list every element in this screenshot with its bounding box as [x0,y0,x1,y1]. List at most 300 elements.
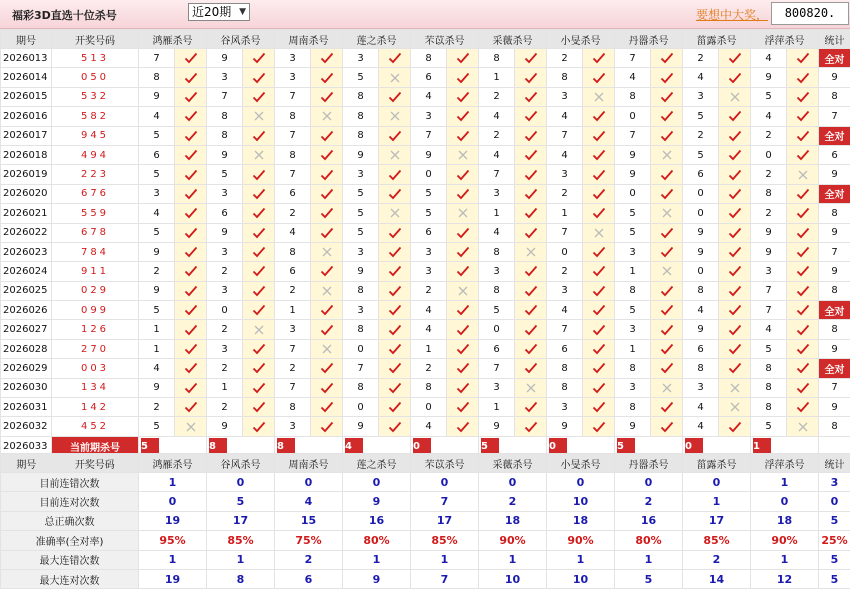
draw-number-cell: 134 [52,378,139,397]
check-icon [320,91,334,103]
current-kill-number: 8 [277,438,295,455]
stat-cell: 全对 [819,301,850,320]
kill-number-cell: 4 [547,301,583,320]
result-correct [515,184,547,203]
kill-number-cell: 7 [411,126,447,145]
result-correct [379,417,411,436]
result-wrong [583,87,615,106]
result-correct [787,145,819,164]
result-correct [175,320,207,339]
result-wrong [243,145,275,164]
result-correct [243,165,275,184]
kill-number-cell: 2 [275,281,311,300]
kill-number-cell: 8 [139,68,175,87]
result-correct [515,49,547,68]
result-correct [175,165,207,184]
check-icon [524,169,538,181]
check-icon [320,188,334,200]
check-icon [728,130,742,142]
check-icon [388,188,402,200]
check-icon [252,401,266,413]
result-correct [243,262,275,281]
check-icon [796,304,810,316]
stats-row [1,492,850,511]
kill-number-cell: 8 [343,126,379,145]
result-correct [243,359,275,378]
stat-cell: 9 [819,223,850,242]
check-icon [456,91,470,103]
check-icon [592,149,606,161]
kill-number-cell: 1 [479,68,515,87]
check-icon [456,246,470,258]
kill-number-cell: 3 [547,281,583,300]
check-icon [184,382,198,394]
kill-number-cell: 3 [343,301,379,320]
draw-number-cell: 452 [52,417,139,436]
result-correct [311,223,343,242]
result-correct [379,320,411,339]
check-icon [660,91,674,103]
check-icon [796,188,810,200]
result-correct [447,359,479,378]
result-correct [719,49,751,68]
period-cell: 2026027 [1,320,52,339]
check-icon [184,324,198,336]
check-icon [524,227,538,239]
result-correct [243,184,275,203]
result-correct [379,281,411,300]
cross-icon [320,110,334,122]
stats-value: 0 [751,492,819,511]
kill-number-cell: 3 [683,378,719,397]
result-correct [651,320,683,339]
check-icon [796,207,810,219]
result-correct [243,301,275,320]
stats-value: 7 [411,492,479,511]
stats-value: 5 [819,550,850,569]
result-wrong [243,107,275,126]
period-cell: 2026022 [1,223,52,242]
check-icon [456,343,470,355]
kill-number-cell: 9 [615,145,651,164]
result-correct [787,398,819,417]
kill-number-cell: 4 [275,223,311,242]
check-icon [524,188,538,200]
column-header: 菑露杀号 [683,30,751,49]
kill-number-cell: 3 [751,262,787,281]
kill-number-cell: 3 [207,281,243,300]
check-icon [592,130,606,142]
kill-number-cell: 2 [207,262,243,281]
kill-number-cell: 2 [139,398,175,417]
kill-number-cell: 9 [683,242,719,261]
check-icon [728,52,742,64]
check-icon [796,72,810,84]
check-icon [320,382,334,394]
stats-value: 2 [275,550,343,569]
result-correct [311,204,343,223]
check-icon [728,149,742,161]
kill-number-cell: 7 [547,126,583,145]
check-icon [524,91,538,103]
result-wrong [651,262,683,281]
kill-number-cell: 5 [615,301,651,320]
column-header: 期号 [1,30,52,49]
column-header: 采薇杀号 [479,454,547,473]
result-correct [787,262,819,281]
kill-number-cell: 2 [207,359,243,378]
kill-number-cell: 5 [411,184,447,203]
check-icon [524,149,538,161]
cross-icon [320,285,334,297]
table-row [1,49,850,68]
stats-value: 90% [751,531,819,550]
check-icon [456,401,470,413]
check-icon [388,285,402,297]
stats-value: 2 [683,550,751,569]
check-icon [660,227,674,239]
check-icon [524,110,538,122]
check-icon [456,130,470,142]
top-bar [0,0,850,29]
result-wrong [311,339,343,358]
kill-number-cell: 1 [479,204,515,223]
kill-number-cell: 3 [139,184,175,203]
kill-number-cell: 8 [343,378,379,397]
result-correct [583,68,615,87]
result-correct [379,339,411,358]
column-header: 丹嚣杀号 [615,454,683,473]
cross-icon [388,207,402,219]
kill-number-cell: 2 [207,398,243,417]
result-correct [515,417,547,436]
check-icon [660,304,674,316]
check-icon [728,188,742,200]
stats-value: 80% [343,531,411,550]
kill-number-cell: 3 [479,262,515,281]
result-correct [447,126,479,145]
check-icon [592,265,606,277]
stats-value: 10 [547,492,615,511]
check-icon [252,207,266,219]
promo-link[interactable]: 要想中大奖， [696,8,769,22]
kill-number-cell: 3 [547,87,583,106]
stats-value: 0 [479,473,547,492]
kill-number-cell: 2 [547,262,583,281]
draw-number-cell: 582 [52,107,139,126]
stat-cell: 全对 [819,184,850,203]
result-correct [379,223,411,242]
stats-value: 95% [139,531,207,550]
cross-icon [660,149,674,161]
stats-label: 最大连错次数 [1,550,139,569]
check-icon [456,362,470,374]
result-correct [447,49,479,68]
stats-header-label [1,454,139,473]
result-correct [175,87,207,106]
kill-number-cell: 5 [139,301,175,320]
kill-number-cell: 6 [411,68,447,87]
stats-value: 12 [751,569,819,588]
kill-number-cell: 3 [275,68,311,87]
column-header: 谷风杀号 [207,30,275,49]
kill-number-cell: 7 [547,223,583,242]
column-header: 统计 [819,454,850,473]
result-correct [175,126,207,145]
check-icon [796,91,810,103]
stat-cell: 8 [819,87,850,106]
stat-cell: 全对 [819,126,850,145]
result-correct [515,320,547,339]
check-icon [728,304,742,316]
check-icon [728,246,742,258]
check-icon [320,362,334,374]
draw-number-cell: 494 [52,145,139,164]
result-correct [583,126,615,145]
kill-number-cell: 9 [343,145,379,164]
kill-number-cell: 3 [547,398,583,417]
result-wrong [243,320,275,339]
check-icon [592,110,606,122]
draw-number-cell: 003 [52,359,139,378]
kill-number-cell: 1 [411,339,447,358]
check-icon [252,362,266,374]
kill-number-cell: 5 [343,68,379,87]
kill-number-cell: 9 [343,262,379,281]
stats-value: 16 [343,511,411,530]
check-icon [388,362,402,374]
kill-number-cell: 0 [479,320,515,339]
result-correct [175,281,207,300]
table-row [1,223,850,242]
result-correct [515,204,547,223]
result-correct [379,87,411,106]
result-wrong [379,145,411,164]
check-icon [660,343,674,355]
result-correct [311,359,343,378]
kill-number-cell: 7 [615,126,651,145]
check-icon [388,421,402,433]
result-correct [787,242,819,261]
result-correct [719,107,751,126]
stats-value: 8 [207,569,275,588]
result-correct [787,378,819,397]
kill-number-cell: 5 [751,417,787,436]
stats-value: 1 [207,550,275,569]
result-correct [583,242,615,261]
check-icon [252,52,266,64]
check-icon [456,265,470,277]
column-header: 丹嚣杀号 [615,30,683,49]
result-correct [651,87,683,106]
stats-value: 10 [479,569,547,588]
result-correct [583,49,615,68]
stats-value: 17 [683,511,751,530]
kill-number-cell: 3 [615,320,651,339]
kill-number-cell: 5 [751,87,787,106]
result-correct [515,87,547,106]
kill-number-cell: 5 [343,223,379,242]
draw-number-cell: 223 [52,165,139,184]
period-cell: 2026016 [1,107,52,126]
result-correct [311,49,343,68]
check-icon [728,285,742,297]
check-icon [660,401,674,413]
kill-number-cell: 9 [683,223,719,242]
result-wrong [651,145,683,164]
stats-value: 2 [479,492,547,511]
draw-number-cell: 270 [52,339,139,358]
check-icon [388,324,402,336]
column-header: 谷风杀号 [207,454,275,473]
kill-number-cell: 5 [751,339,787,358]
result-correct [175,107,207,126]
result-correct [379,184,411,203]
check-icon [184,52,198,64]
check-icon [592,169,606,181]
check-icon [252,304,266,316]
stats-row [1,569,850,588]
kill-number-cell: 8 [411,49,447,68]
check-icon [592,421,606,433]
check-icon [456,421,470,433]
result-correct [651,49,683,68]
result-correct [651,281,683,300]
kill-number-cell: 2 [207,320,243,339]
kill-number-cell: 8 [343,87,379,106]
stats-value: 0 [683,473,751,492]
check-icon [456,169,470,181]
column-header: 小旻杀号 [547,454,615,473]
result-correct [651,107,683,126]
stat-cell: 9 [819,339,850,358]
table-row [1,281,850,300]
draw-number-cell: 559 [52,204,139,223]
result-correct [175,184,207,203]
period-cell: 2026014 [1,68,52,87]
kill-number-cell: 9 [207,145,243,164]
kill-number-cell: 3 [411,262,447,281]
cross-icon [456,285,470,297]
check-icon [184,188,198,200]
cross-icon [252,110,266,122]
stats-value: 17 [411,511,479,530]
result-correct [719,126,751,145]
result-correct [175,242,207,261]
result-correct [243,126,275,145]
check-icon [388,52,402,64]
period-cell: 2026013 [1,49,52,68]
kill-number-cell: 0 [751,145,787,164]
result-correct [583,417,615,436]
period-cell: 2026015 [1,87,52,106]
current-kill-number: 8 [209,438,227,455]
kill-number-cell: 3 [343,49,379,68]
check-icon [592,362,606,374]
check-icon [728,227,742,239]
column-header: 浮萍杀号 [751,454,819,473]
table-row [1,184,850,203]
kill-number-cell: 5 [207,165,243,184]
result-correct [447,223,479,242]
stats-value: 18 [547,511,615,530]
result-correct [447,68,479,87]
kill-number-cell: 4 [411,87,447,106]
check-icon [388,130,402,142]
kill-number-cell: 7 [751,301,787,320]
check-icon [660,362,674,374]
result-correct [515,145,547,164]
check-icon [184,110,198,122]
result-correct [379,242,411,261]
kill-number-cell: 8 [207,126,243,145]
column-header: 期号 [16,459,37,471]
check-icon [660,130,674,142]
cross-icon [456,207,470,219]
stats-value: 5 [819,569,850,588]
kill-number-cell: 0 [615,107,651,126]
period-cell: 2026025 [1,281,52,300]
check-icon [796,149,810,161]
column-header: 莲之杀号 [343,454,411,473]
stat-cell: 全对 [819,359,850,378]
kill-number-cell: 4 [683,417,719,436]
stats-row [1,473,850,492]
stats-header-row [1,454,850,473]
column-header: 周南杀号 [275,454,343,473]
cross-icon [456,149,470,161]
kill-number-cell: 2 [479,87,515,106]
check-icon [184,130,198,142]
check-icon [184,285,198,297]
result-correct [379,165,411,184]
result-wrong [515,378,547,397]
result-correct [447,242,479,261]
kill-number-cell: 8 [751,359,787,378]
table-row [1,68,850,87]
check-icon [728,362,742,374]
kill-number-cell: 3 [411,242,447,261]
stats-value: 16 [615,511,683,530]
kill-number-cell: 0 [683,204,719,223]
check-icon [660,421,674,433]
kill-number-cell: 2 [547,184,583,203]
stats-row [1,531,850,550]
check-icon [252,343,266,355]
range-select[interactable] [188,3,250,21]
check-icon [524,324,538,336]
column-header: 浮萍杀号 [751,30,819,49]
kill-number-cell: 7 [275,165,311,184]
result-correct [651,68,683,87]
check-icon [320,207,334,219]
stat-cell: 7 [819,378,850,397]
stats-value: 0 [411,473,479,492]
period-cell: 2026024 [1,262,52,281]
check-icon [184,246,198,258]
result-correct [175,301,207,320]
check-icon [796,285,810,297]
cross-icon [728,91,742,103]
kill-number-cell: 8 [751,398,787,417]
draw-number-cell: 099 [52,301,139,320]
kill-number-cell: 9 [207,417,243,436]
result-correct [447,87,479,106]
result-wrong [447,281,479,300]
kill-number-cell: 3 [547,165,583,184]
kill-number-cell: 4 [547,145,583,164]
check-icon [660,72,674,84]
